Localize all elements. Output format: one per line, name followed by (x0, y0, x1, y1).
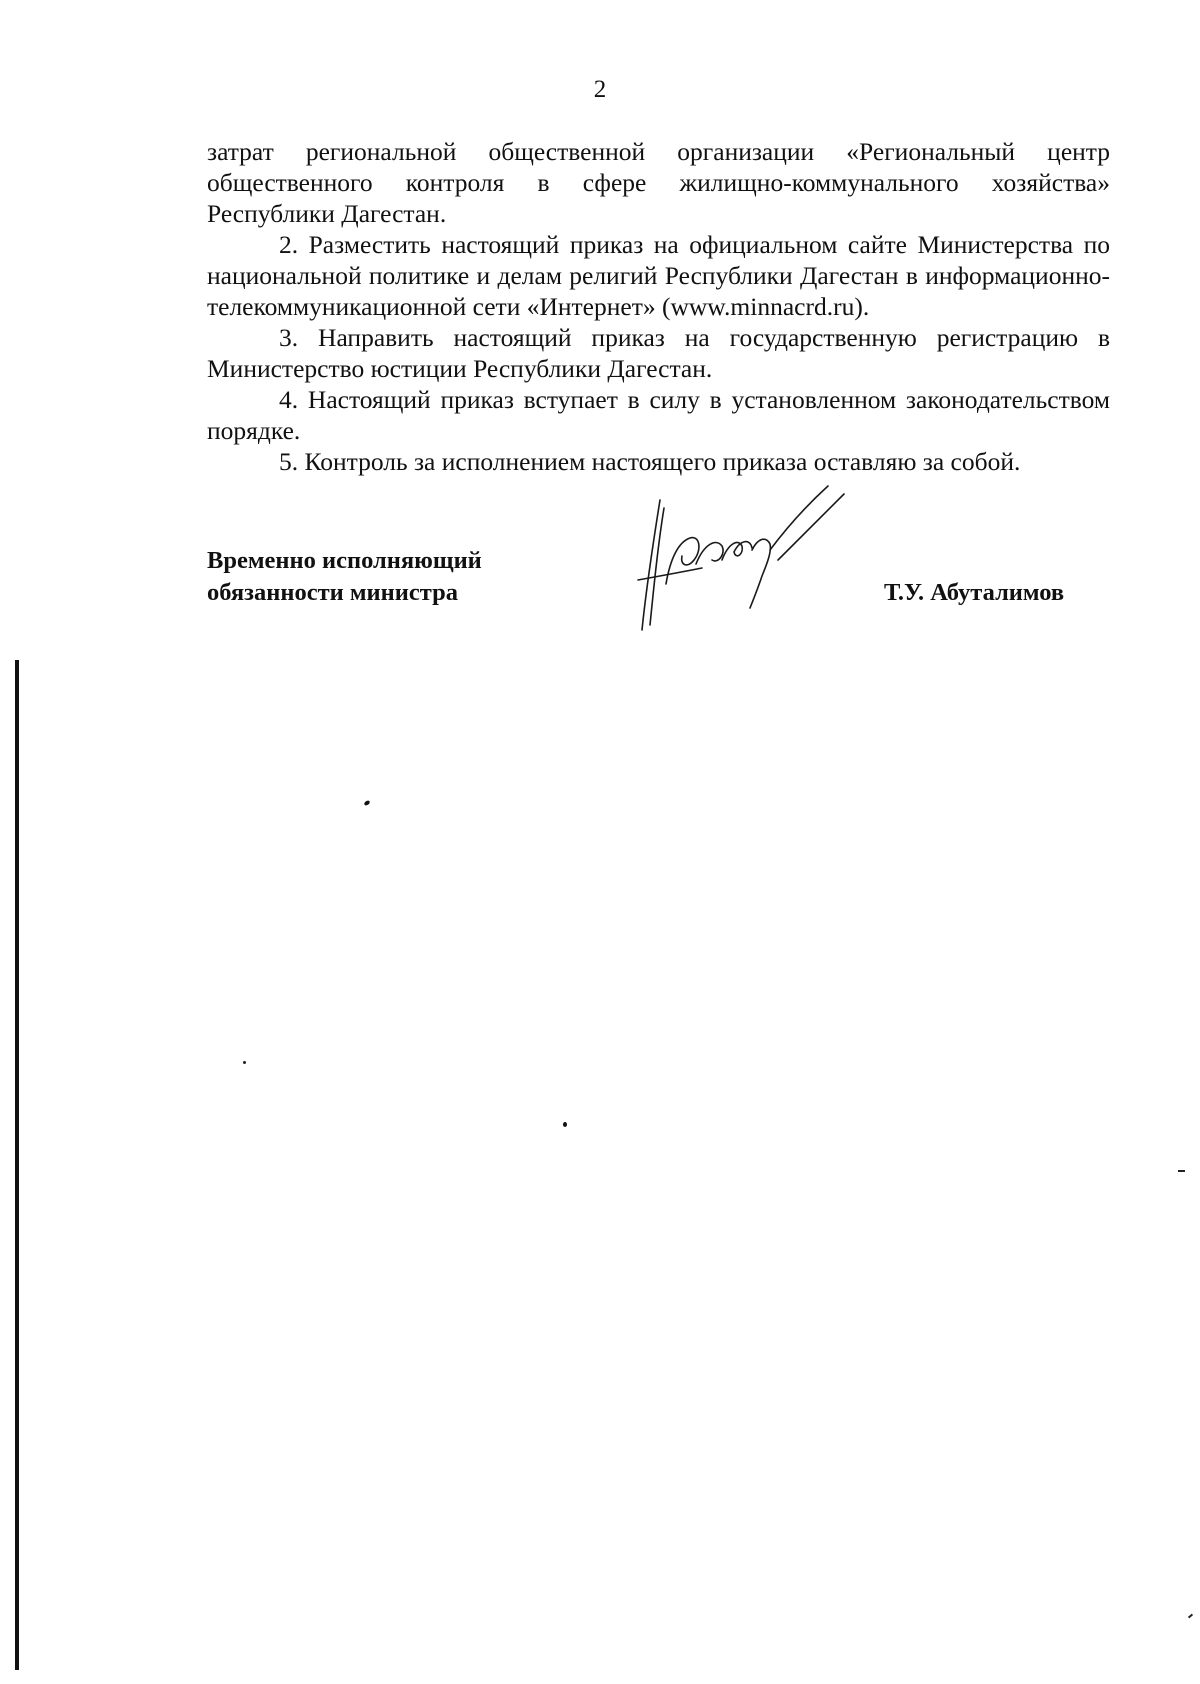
signatory-title-line-1: Временно исполняющий (207, 547, 482, 574)
paragraph-item-3: 3. Направить настоящий приказ на государственную регистрацию в Министерство юстиции Республики Дагестан. (207, 323, 1110, 383)
handwritten-signature (630, 480, 870, 640)
document-body (207, 136, 1110, 477)
scan-edge-line (15, 660, 19, 1670)
scan-dot (363, 800, 370, 807)
scan-dot (1188, 1614, 1193, 1619)
signatory-name: Т.У. Абуталимов (884, 579, 1065, 606)
scan-dot (563, 1122, 567, 1127)
paragraph-item-5: 5. Контроль за исполнением настоящего приказа оставляю за собой. (279, 447, 1021, 476)
paragraph-continuation: затрат региональной общественной организации «Региональный центр общественного контроля в сфере жилищно-коммунального хозяйства» Республики Дагестан. (207, 137, 1110, 228)
signatory-title-line-2: обязанности министра (207, 579, 458, 606)
signatory-title (207, 545, 482, 609)
page-number: 2 (593, 76, 607, 103)
paragraph-item-4: 4. Настоящий приказ вступает в силу в установленном законодательством порядке. (207, 385, 1110, 445)
scan-dot (1178, 1170, 1185, 1172)
paragraph-item-2: 2. Разместить настоящий приказ на официальном сайте Министерства по национальной политике и делам религий Республики Дагестан в информационно-телекоммуникационной сети «Интернет» (www.minnacrd.ru). (207, 230, 1110, 321)
scan-dot (243, 1061, 246, 1064)
